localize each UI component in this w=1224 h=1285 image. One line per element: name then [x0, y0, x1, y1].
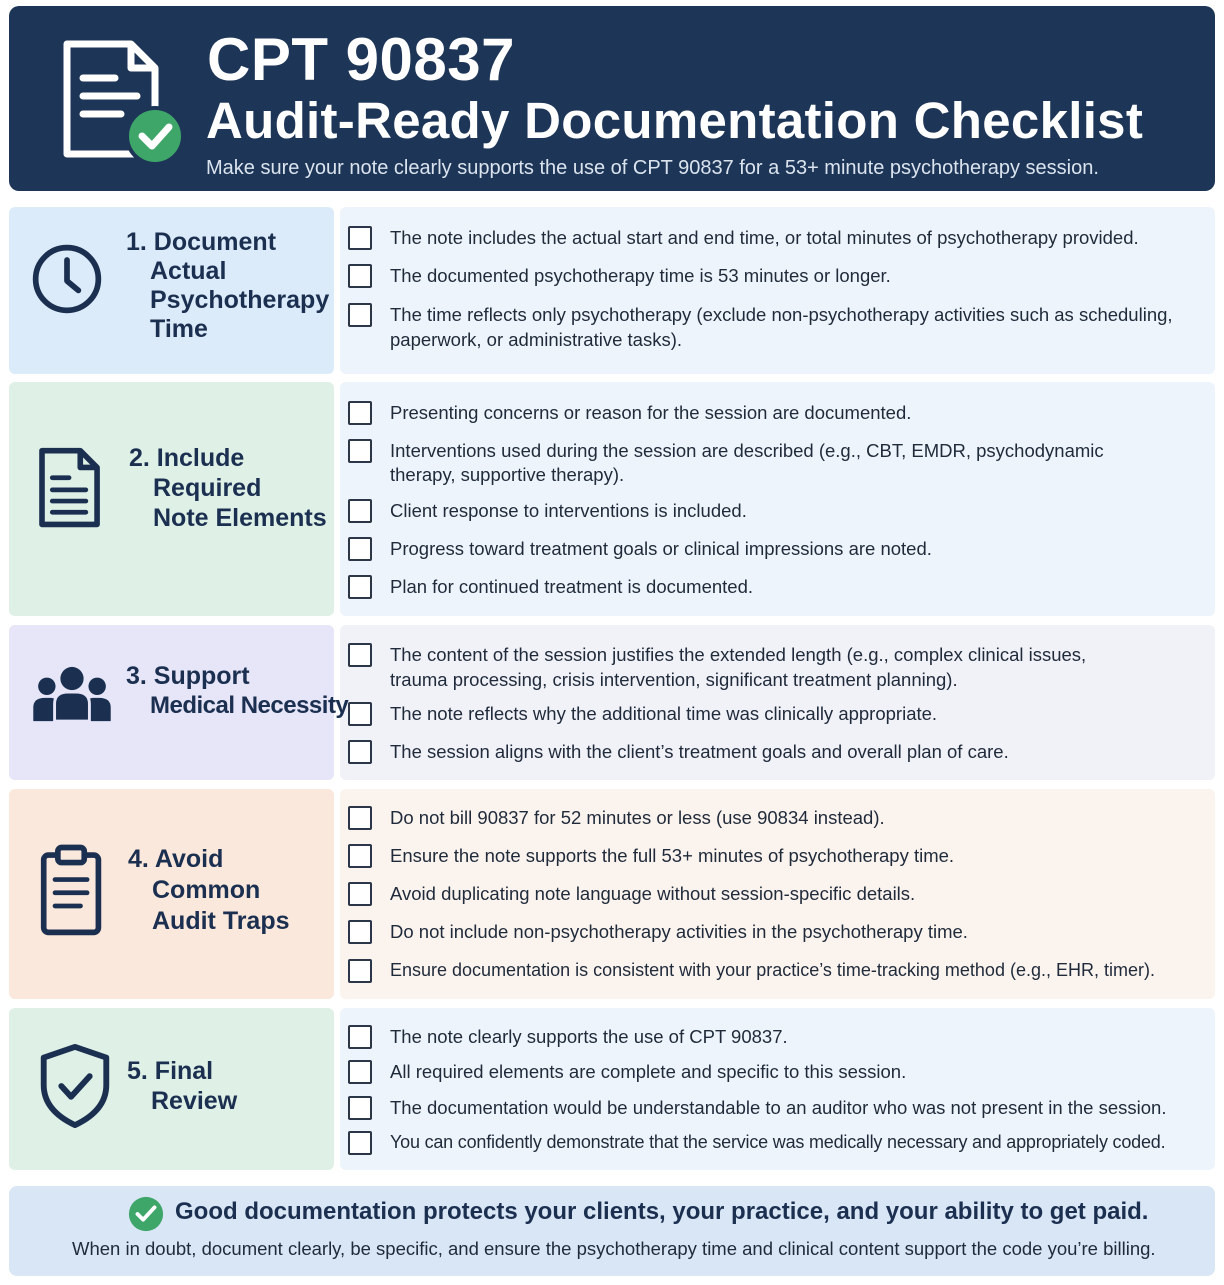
checklist-item-text: You can confidently demonstrate that the service was medically necessary and appropriately coded. — [390, 1132, 1166, 1152]
checklist-item-text-continued: trauma processing, crisis intervention, significant treatment planning). — [390, 669, 958, 690]
checkbox[interactable] — [348, 1025, 372, 1049]
section-title-line: 5. Final — [127, 1057, 214, 1085]
checkbox[interactable] — [348, 1060, 372, 1084]
checklist-item-text: Client response to interventions is included. — [390, 500, 747, 521]
section-title-line: Note Elements — [153, 504, 327, 532]
footer-banner — [9, 1186, 1215, 1276]
checkbox[interactable] — [348, 702, 372, 726]
checklist-item-text: The note clearly supports the use of CPT 90837. — [390, 1026, 788, 1047]
checklist-item-text: The note includes the actual start and end time, or total minutes of psychotherapy provided. — [390, 227, 1139, 248]
checklist-item-text-continued: paperwork, or administrative tasks). — [390, 329, 682, 350]
checklist-item-text: The time reflects only psychotherapy (exclude non-psychotherapy activities such as scheduling, — [390, 304, 1173, 325]
checkbox[interactable] — [348, 439, 372, 463]
checklist-item-text: Do not include non-psychotherapy activities in the psychotherapy time. — [390, 921, 968, 942]
checklist-item-text: Presenting concerns or reason for the session are documented. — [390, 402, 912, 423]
checkbox[interactable] — [348, 264, 372, 288]
checklist-item-text: The content of the session justifies the extended length (e.g., complex clinical issues, — [390, 644, 1087, 665]
checkbox[interactable] — [348, 882, 372, 906]
section-title-line: 3. Support — [126, 662, 250, 690]
section-title-line: 1. Document — [126, 228, 277, 256]
checkbox[interactable] — [348, 401, 372, 425]
section-title — [126, 661, 348, 721]
section-title — [126, 228, 329, 344]
checklist-item-text: Do not bill 90837 for 52 minutes or less (use 90834 instead). — [390, 807, 885, 828]
checkbox[interactable] — [348, 1096, 372, 1120]
checkbox[interactable] — [348, 1131, 372, 1155]
checklist-item-text: Progress toward treatment goals or clinical impressions are noted. — [390, 538, 932, 559]
section-title-line: Actual — [150, 257, 227, 285]
page-subtitle: Make sure your note clearly supports the use of CPT 90837 for a 53+ minute psychotherapy session. — [206, 157, 1099, 179]
section-title-line: Common — [152, 876, 261, 904]
footer-headline: Good documentation protects your clients, your practice, and your ability to get paid. — [175, 1198, 1149, 1225]
checkbox[interactable] — [348, 806, 372, 830]
checkbox[interactable] — [348, 844, 372, 868]
document-check-icon — [59, 40, 189, 170]
checklist-item-text: The note reflects why the additional time was clinically appropriate. — [390, 703, 938, 724]
section-title-line: Audit Traps — [152, 907, 290, 935]
clock-icon — [29, 241, 105, 317]
checkbox[interactable] — [348, 303, 372, 327]
checkbox[interactable] — [348, 959, 372, 983]
checklist-item-text: The documentation would be understandable to an auditor who was not present in the session. — [390, 1097, 1167, 1118]
section-title-line: 4. Avoid — [128, 845, 224, 873]
page-title-line-1: CPT 90837 — [207, 26, 516, 93]
checkbox[interactable] — [348, 537, 372, 561]
document-icon — [37, 446, 103, 530]
section-title — [127, 1056, 237, 1116]
section-title-line: Required — [153, 474, 262, 502]
section-title-line: 2. Include — [129, 444, 245, 472]
footer-note: When in doubt, document clearly, be specific, and ensure the psychotherapy time and clinical content support the code you’re billing. — [72, 1238, 1156, 1259]
checklist-item-text: Plan for continued treatment is documented. — [390, 576, 754, 597]
check-circle-icon — [127, 1195, 165, 1233]
checklist-item-text: Avoid duplicating note language without session-specific details. — [390, 883, 916, 904]
checklist-item-text: The session aligns with the client’s treatment goals and overall plan of care. — [390, 741, 1009, 762]
checklist-item-text: The documented psychotherapy time is 53 minutes or longer. — [390, 265, 891, 286]
checkbox[interactable] — [348, 499, 372, 523]
section-title-line: Medical Necessity — [150, 692, 349, 719]
section-title-line: Time — [150, 315, 208, 343]
section-title-line: Review — [151, 1087, 238, 1115]
checklist-item-text-continued: therapy, supportive therapy). — [390, 464, 625, 485]
header-banner — [9, 6, 1215, 191]
checklist-item-text: All required elements are complete and specific to this session. — [390, 1061, 907, 1082]
page-title-line-2: Audit-Ready Documentation Checklist — [206, 92, 1144, 149]
checkbox[interactable] — [348, 920, 372, 944]
checklist-item-text: Ensure the note supports the full 53+ minutes of psychotherapy time. — [390, 845, 955, 866]
people-icon — [31, 665, 113, 725]
shield-check-icon — [37, 1042, 113, 1130]
checkbox[interactable] — [348, 740, 372, 764]
section-title-line: Psychotherapy — [150, 286, 330, 314]
checkbox[interactable] — [348, 226, 372, 250]
checkbox[interactable] — [348, 643, 372, 667]
checklist-item-text: Ensure documentation is consistent with your practice’s time-tracking method (e.g., EHR, timer). — [390, 960, 1155, 980]
section-title — [129, 443, 327, 533]
clipboard-icon — [39, 839, 105, 939]
section-title — [128, 844, 290, 937]
checklist-item-text: Interventions used during the session are described (e.g., CBT, EMDR, psychodynamic — [390, 440, 1104, 461]
checkbox[interactable] — [348, 575, 372, 599]
